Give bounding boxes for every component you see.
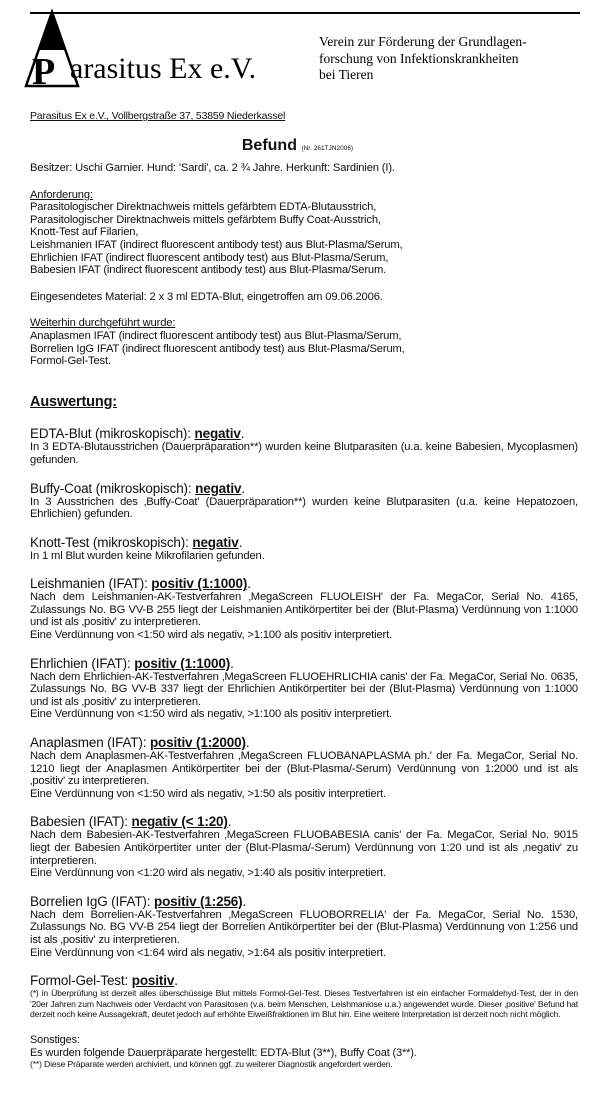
result-title: Knott-Test (mikroskopisch): [30,534,193,550]
title-text: Befund [241,137,297,154]
anforderung-line: Babesien IFAT (indirect fluorescent antibody test) aus Blut-Plasma/Serum. [30,264,387,277]
anforderung-line: Leishmanien IFAT (indirect fluorescent antibody test) aus Blut-Plasma/Serum, [30,238,403,251]
result-end: . [240,426,245,442]
anforderung-line: Ehrlichien IFAT (indirect fluorescent antibody test) aus Blut-Plasma/Serum, [30,251,389,264]
result-end: . [242,893,247,909]
anforderung-line: Knott-Test auf Filarien, [30,226,139,239]
result-section-anaplasmen [30,735,578,800]
result-value: negativ [194,426,241,442]
result-title: Babesien (IFAT): [30,814,132,830]
logo-letter: P [32,51,56,88]
result-title: EDTA-Blut (mikroskopisch): [30,426,195,442]
result-value: positiv (1:1000) [134,655,231,671]
sonstiges-line: Es wurden folgende Dauerpräparate hergestellt: EDTA-Blut (3**), Buffy Coat (3**). [30,1046,417,1059]
result-end: . [238,534,243,550]
formol-note: (*) in Überprüfung ist derzeit alles überschüssige Blut mittels Formol-Gel-Test. Dieses Testverfahren ist ein einfacher Formaldehyd-Test, der in den '20er Jahren zum Nachweis oder Verdacht von Parasitosen (v.a. beim Menschen, Leishmaniose u.a.) angewendet wurde. Dieser ‚positive' Befund hat derzeit noch keine Aussagekraft, deutet jedoch auf erhöhte Eiweißfraktionen im Blut hin. Eine weitere Interpretation ist derzeit noch nicht möglich. [30,988,578,1020]
result-end: . [245,735,250,751]
result-note: Eine Verdünnung von <1:20 wird als negativ, >1:40 als positiv interpretiert. [30,867,386,880]
result-end: . [227,814,232,830]
weiterhin-line: Anaplasmen IFAT (indirect fluorescent antibody test) aus Blut-Plasma/Serum, [30,329,402,342]
result-text: Nach dem Anaplasmen-AK-Testverfahren ‚MegaScreen FLUOBANAPLASMA ph.' der Fa. MegaCor, Serial No. 1210 liegt der Anaplasmen Antikörpertiter bei der (Blut-Plasma/-Serum) Verdünnung von 1:2000 und ist als ‚positiv' zu interpretieren. [30,750,578,788]
anforderung-line: Parasitologischer Direktnachweis mittels gefärbtem EDTA-Blutausstrich, [30,201,377,214]
sonstiges-heading: Sonstiges: [30,1033,80,1046]
org-desc-line: Verein zur Förderung der Grundlagen- [319,34,527,49]
result-end: . [174,973,178,989]
result-section-babesien [30,814,578,879]
result-value: positiv (1:2000) [149,735,246,751]
org-desc-line: forschung von Infektionskrankheiten [319,50,519,66]
result-title: Borrelien IgG (IFAT): [30,893,154,909]
auswertung-heading: Auswertung: [30,393,117,410]
result-text: In 1 ml Blut wurden keine Mikrofilarien gefunden. [30,549,265,562]
result-value: positiv (1:256) [153,893,243,909]
result-value: negativ [195,480,242,496]
material-line: Eingesendetes Material: 2 x 3 ml EDTA-Blut, eingetroffen am 09.06.2006. [30,290,383,303]
result-title: Formol-Gel-Test: [30,973,132,989]
result-value: positiv (1:1000) [151,576,248,592]
report-body [30,162,578,1070]
anforderung-heading: Anforderung: [30,188,93,201]
result-value: negativ (< 1:20) [131,814,228,830]
result-section-formol [30,973,578,1020]
result-value: positiv [131,973,175,989]
org-desc-line: bei Tieren [319,67,374,82]
result-section-knott [30,535,578,563]
result-section-ehrlichien [30,656,578,721]
result-text: In 3 Ausstrichen des ‚Buffy-Coat' (Dauerpräparation**) wurden keine Blutparasiten (u.a. keine Hepatozoen, Ehrlichien) gefunden. [30,495,578,521]
result-title: Leishmanien (IFAT): [30,576,152,592]
owner-line: Besitzer: Uschi Garnier. Hund: 'Sardi', ca. 2 ¾ Jahre. Herkunft: Sardinien (I). [30,162,395,174]
document-title [0,137,595,155]
result-value: negativ [192,534,239,550]
result-section-edta [30,426,578,466]
result-text: Nach dem Borrelien-AK-Testverfahren ‚MegaScreen FLUOBORRELIA' der Fa. MegaCor, Serial No. 1530, Zulassungs No. BG VV-B 254 liegt der Borrelien Antikörpertiter bei der (Blut-Plasma) Verdünnung von 1:256 und ist als ‚positiv' zu interpretieren. [30,908,578,946]
result-title: Ehrlichien (IFAT): [30,655,135,671]
sender-address: Parasitus Ex e.V., Vollbergstraße 37, 53859 Niederkassel [30,110,286,122]
result-note: Eine Verdünnung von <1:50 wird als negativ, >1:100 als positiv interpretiert. [30,708,393,721]
title-number: (Nr. 261TJN2006) [301,145,354,152]
sonstiges-note: (**) Diese Präparate werden archiviert, und können ggf. zu weiterer Diagnostik angefordert werden. [30,1059,393,1070]
org-description [319,34,527,84]
weiterhin-line: Formol-Gel-Test. [30,355,111,368]
result-section-leishmanien [30,576,578,641]
result-section-borrelien [30,894,578,959]
result-title: Anaplasmen (IFAT): [30,735,150,751]
result-end: . [247,576,251,592]
org-name: arasitus Ex e.V. [70,52,257,85]
result-title: Buffy-Coat (mikroskopisch): [30,480,196,496]
result-note: Eine Verdünnung von <1:64 wird als negativ, >1:64 als positiv interpretiert. [30,946,386,959]
result-end: . [241,480,245,496]
result-section-buffy-coat [30,481,578,521]
result-text: Nach dem Leishmanien-AK-Testverfahren ‚MegaScreen FLUOLEISH' der Fa. MegaCor, Serial No. 4165, Zulassungs No. BG VV-B 255 liegt der Leishmanien Antikörpertiter bei der (Blut-Plasma) Verdünnung von 1:1000 und ist als ‚positiv' zu interpretieren. [30,591,578,629]
weiterhin-heading: Weiterhin durchgeführt wurde: [30,317,176,330]
result-text: In 3 EDTA-Blutausstrichen (Dauerpräparation**) wurden keine Blutparasiten (u.a. keine Babesien, Mycoplasmen) gefunden. [30,441,578,466]
header-rule [30,12,580,14]
sonstiges-section [30,1034,578,1070]
anforderung-line: Parasitologischer Direktnachweis mittels gefärbtem Buffy Coat-Ausstrich, [30,213,381,226]
result-note: Eine Verdünnung von <1:50 wird als negativ, >1:50 als positiv interpretiert. [30,787,386,800]
result-end: . [230,655,234,671]
result-text: Nach dem Ehrlichien-AK-Testverfahren ‚MegaScreen FLUOEHRLICHIA canis' der Fa. MegaCor, Serial No. 0635, Zulassungs No. BG VV-B 337 liegt der Ehrlichien Antikörpertiter bei der (Blut-Plasma) Verdünnung von 1:1000 und ist als ‚positiv' zu interpretieren. [30,670,578,708]
result-text: Nach dem Babesien-AK-Testverfahren ‚MegaScreen FLUOBABESIA canis' der Fa. MegaCor, Serial No. 9015 liegt der Babesien Antikörpertiter unter der (Blut-Plasma/-Serum) Verdünnung von 1:20 und ist als ‚negativ' zu interpretieren. [30,829,578,867]
result-note: Eine Verdünnung von <1:50 wird als negativ, >1:100 als positiv interpretiert. [30,629,393,642]
weiterhin-line: Borrelien IgG IFAT (indirect fluorescent antibody test) aus Blut-Plasma/Serum, [30,342,405,355]
